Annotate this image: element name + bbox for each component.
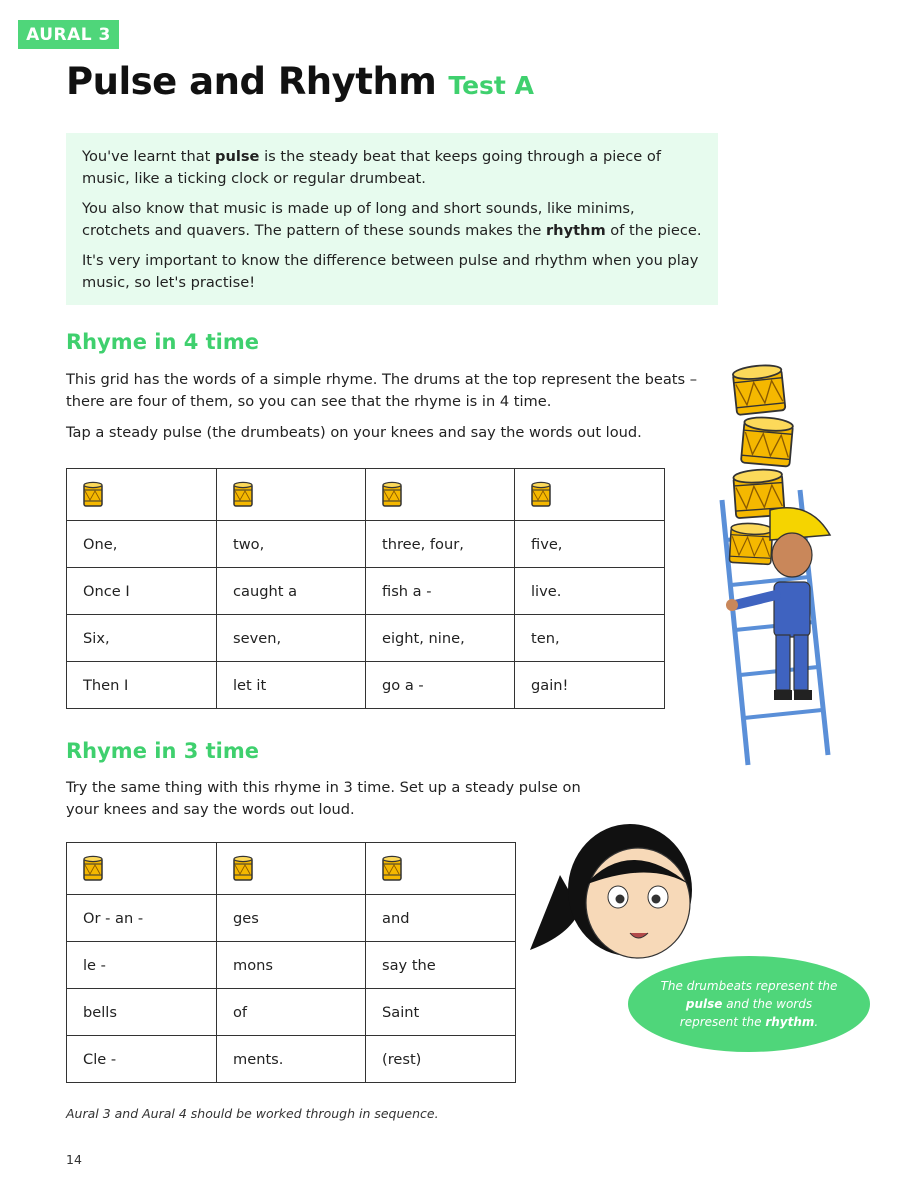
table-row [67, 895, 516, 942]
drum-icon [233, 481, 253, 509]
rhyme-4-description: This grid has the words of a simple rhyme. The drums at the top represent the beats – there are four of them, so you can see that the rhyme is in 4 time. [66, 371, 698, 410]
drum-icon [531, 481, 551, 509]
table-row [67, 1036, 516, 1083]
word-cell: caught a [217, 568, 366, 615]
word-cell: let it [217, 662, 366, 709]
beat-row [67, 843, 516, 895]
rhyme-4-grid [66, 468, 665, 709]
drum-icon [382, 481, 402, 509]
rhyme-3-description: Try the same thing with this rhyme in 3 time. Set up a steady pulse on your knees and say the words out loud. [66, 779, 581, 818]
speech-text: The drumbeats represent the pulse and the words represent the rhythm. [660, 979, 838, 1029]
word-cell: ments. [217, 1036, 366, 1083]
word-cell: One, [67, 521, 217, 568]
speech-bubble [628, 956, 870, 1052]
table-row [67, 662, 665, 709]
word-cell: gain! [515, 662, 665, 709]
word-cell: Saint [366, 989, 516, 1036]
table-row [67, 521, 665, 568]
beat-cell [366, 843, 516, 895]
word-cell: le - [67, 942, 217, 989]
word-cell: go a - [366, 662, 515, 709]
beat-cell [217, 843, 366, 895]
beat-cell [217, 469, 366, 521]
rhyme-3-heading: Rhyme in 3 time [66, 739, 259, 763]
rhyme-3-grid [66, 842, 516, 1083]
intro-paragraph-3: It's very important to know the difference between pulse and rhythm when you play music, so let's practise! [82, 252, 699, 291]
word-cell: live. [515, 568, 665, 615]
word-cell: eight, nine, [366, 615, 515, 662]
word-cell: ges [217, 895, 366, 942]
word-cell: say the [366, 942, 516, 989]
word-cell: five, [515, 521, 665, 568]
drum-icon [83, 481, 103, 509]
beat-row [67, 469, 665, 521]
word-cell: seven, [217, 615, 366, 662]
beat-cell [366, 469, 515, 521]
beat-cell [515, 469, 665, 521]
word-cell: three, four, [366, 521, 515, 568]
table-row [67, 615, 665, 662]
title-test-label: Test A [448, 71, 534, 100]
drum-icon [233, 855, 253, 883]
word-cell: two, [217, 521, 366, 568]
word-cell: fish a - [366, 568, 515, 615]
word-cell: Then I [67, 662, 217, 709]
word-cell: Six, [67, 615, 217, 662]
girl-illustration [530, 815, 710, 965]
intro-paragraph-1: You've learnt that pulse is the steady beat that keeps going through a piece of music, like a ticking clock or regular drumbeat. [82, 148, 661, 187]
word-cell: bells [67, 989, 217, 1036]
drum-icon [382, 855, 402, 883]
word-cell: Cle - [67, 1036, 217, 1083]
word-cell: Or - an - [67, 895, 217, 942]
table-row [67, 989, 516, 1036]
word-cell: Once I [67, 568, 217, 615]
section-badge: AURAL 3 [18, 20, 119, 49]
intro-paragraph-2: You also know that music is made up of long and short sounds, like minims, crotchets and quavers. The pattern of these sounds makes the rhythm of the piece. [82, 200, 702, 239]
beat-cell [67, 469, 217, 521]
beat-cell [67, 843, 217, 895]
rhyme-4-heading: Rhyme in 4 time [66, 330, 259, 354]
word-cell: of [217, 989, 366, 1036]
word-cell: (rest) [366, 1036, 516, 1083]
table-row [67, 568, 665, 615]
page-title [66, 60, 534, 103]
page-number: 14 [66, 1152, 82, 1167]
ladder-child-illustration [700, 360, 850, 780]
intro-box [66, 133, 718, 305]
word-cell: ten, [515, 615, 665, 662]
title-main: Pulse and Rhythm [66, 60, 437, 103]
word-cell: and [366, 895, 516, 942]
table-row [67, 942, 516, 989]
rhyme-4-instruction: Tap a steady pulse (the drumbeats) on your knees and say the words out loud. [66, 424, 642, 441]
sequence-note: Aural 3 and Aural 4 should be worked through in sequence. [66, 1106, 439, 1121]
drum-icon [83, 855, 103, 883]
word-cell: mons [217, 942, 366, 989]
